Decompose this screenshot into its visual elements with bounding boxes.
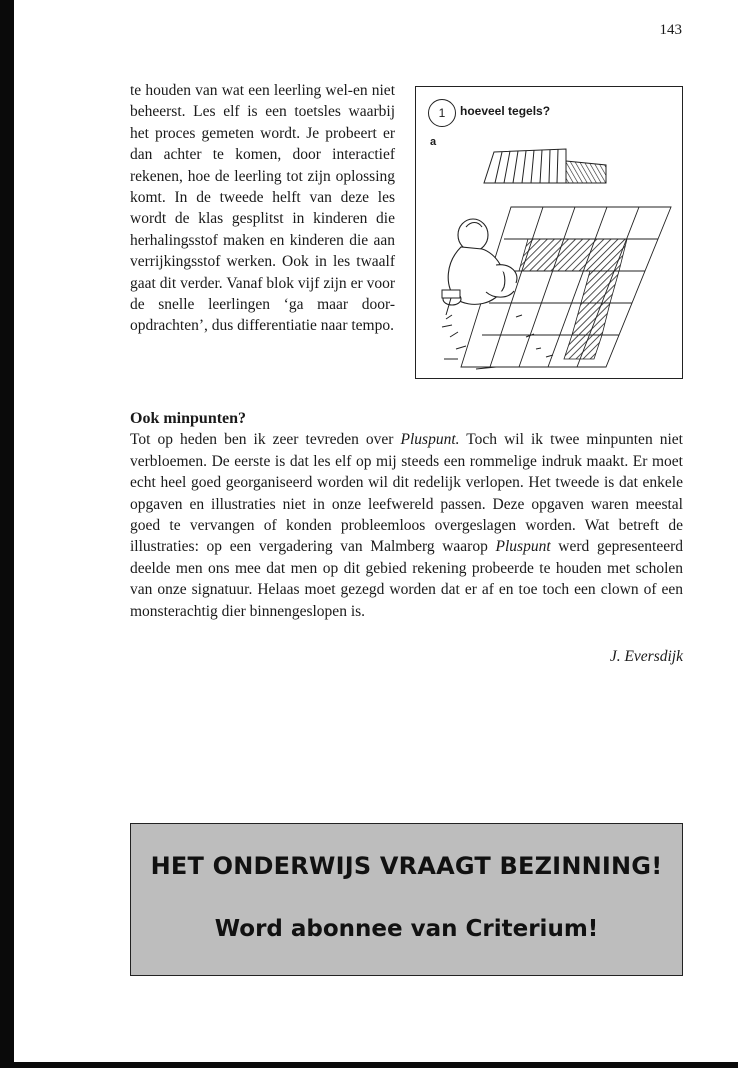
tile-stack	[484, 149, 606, 183]
scan-edge-left	[0, 0, 14, 1068]
body-text-2: Toch wil ik twee minpunten niet verbloemen. De eerste is dat les elf op mij steeds een rommelige indruk maakt. Er moet echt heel goed georganiseerd worden wil dit redelijk verlopen. Het tweede is dat enkele opgaven en illustraties niet in onze leefwereld passen. Deze opgaven waren meestal goed te vervangen of konden probleemloos overgeslagen worden. Wat betreft de illustraties: op een vergadering van Malmberg waarop	[130, 431, 683, 556]
section-title: Ook minpunten?	[130, 410, 247, 427]
body-text-1: Tot op heden ben ik zeer tevreden over	[130, 431, 401, 449]
intro-paragraph: te houden van wat een leerling wel-en niet beheerst. Les elf is een toetsles waarbij het proces gemeten wordt. Je probeert er dan achter te komen, door interactief rekenen, hoe de leerling tot zijn oplossing komt. In de tweede helft van deze les wordt de klas gesplitst in kinderen die herhalingsstof maken en kinderen die aan verrijkingsstof werken. Ook in les twaalf gaat dit verder. Vanaf blok vijf zijn er voor de snelle leerlingen ‘ga maar door-opdrachten’, dus differentiatie naar tempo.	[130, 82, 395, 335]
banner-subscribe: Word abonnee van Criterium!	[214, 916, 599, 942]
banner-headline: HET ONDERWIJS VRAAGT BEZINNING!	[150, 852, 663, 880]
page-number: 143	[659, 22, 682, 38]
pluspunt-italic-1: Pluspunt.	[400, 431, 460, 449]
section-body	[130, 429, 683, 622]
figure-label: a	[430, 136, 437, 148]
tiles-illustration	[416, 87, 682, 378]
pluspunt-italic-2: Pluspunt	[495, 538, 551, 556]
body-text-3: werd gepresenteerd deelde men ons mee dat men op dit gebied rekening probeerde te houden met scholen van onze signatuur. Helaas moet gezegd worden dat er af en toe toch een clown of een monsterachtig dier binnengeslopen is.	[130, 538, 683, 620]
figure-number: 1	[428, 99, 456, 127]
figure-box	[415, 86, 683, 379]
figure-title: hoeveel tegels?	[460, 104, 551, 118]
author-signature: J. Eversdijk	[609, 648, 683, 665]
scan-edge-bottom	[14, 1062, 738, 1068]
criterium-banner	[130, 823, 683, 976]
section-minpunten	[130, 408, 683, 622]
